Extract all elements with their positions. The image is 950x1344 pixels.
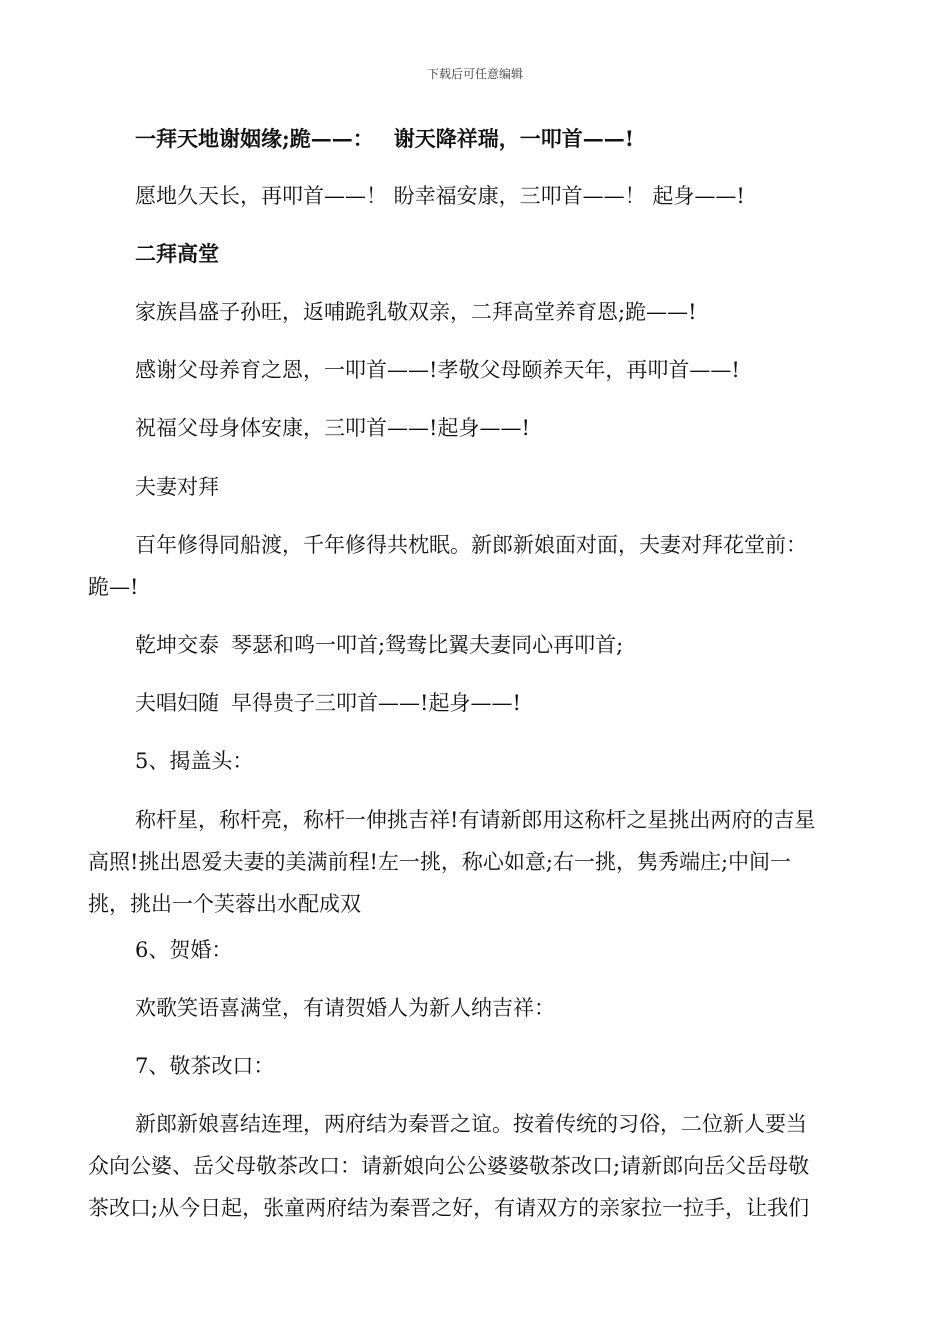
paragraph-blessing — [88, 175, 863, 217]
paragraph-congrats — [88, 987, 863, 1029]
paragraph-couple-line2-text: 跪—! — [88, 575, 139, 599]
paragraph-tea-line3-text: 茶改口;从今日起，张童两府结为秦晋之好，有请双方的亲家拉一拉手，让我们 — [88, 1196, 810, 1220]
section-5-heading — [88, 740, 863, 782]
paragraph-couple-line2 — [88, 566, 863, 608]
paragraph-couple-line1-text: 百年修得同船渡，千年修得共枕眠。新郎新娘面对面，夫妻对拜花堂前： — [135, 533, 807, 557]
paragraph-family — [88, 291, 863, 333]
paragraph-tea-line3 — [88, 1187, 863, 1229]
paragraph-veil-line3 — [88, 883, 863, 925]
paragraph-tea-line1 — [88, 1103, 863, 1145]
paragraph-bless-parents — [88, 407, 863, 449]
paragraph-veil-line3-text: 挑，挑出一个芙蓉出水配成双 — [88, 892, 361, 916]
heading-fuqi-text: 夫妻对拜 — [135, 475, 219, 499]
paragraph-couple-line1 — [88, 524, 863, 566]
paragraph-veil-line1 — [88, 799, 863, 841]
paragraph-congrats-text: 欢歌笑语喜满堂，有请贺婚人为新人纳吉祥： — [135, 996, 555, 1020]
paragraph-tea-line2 — [88, 1145, 863, 1187]
paragraph-qiankun-part2: 琴瑟和鸣一叩首;鸳鸯比翼夫妻同心再叩首; — [231, 633, 624, 657]
heading-fuqi — [88, 466, 863, 508]
page-header: 下载后可任意编辑 — [426, 67, 523, 81]
paragraph-tea-line2-text: 众向公婆、岳父母敬茶改口：请新娘向公公婆婆敬茶改口;请新郎向岳父岳母敬 — [88, 1154, 810, 1178]
paragraph-bless-parents-text: 祝福父母身体安康，三叩首——!起身——! — [135, 416, 530, 440]
heading-gaotang-text: 二拜高堂 — [135, 241, 219, 266]
paragraph-veil-line2 — [88, 841, 863, 883]
paragraph-tiandi-part2: 谢天降祥瑞，一叩首——! — [393, 126, 634, 151]
section-7-heading — [88, 1045, 863, 1087]
section-5-heading-text: 5、揭盖头： — [135, 749, 254, 773]
section-6-heading-text: 6、贺婚： — [135, 938, 233, 962]
paragraph-thank-parents — [88, 349, 863, 391]
paragraph-veil-line1-text: 称杆星，称杆亮，称杆一伸挑吉祥!有请新郎用这称杆之星挑出两府的吉星 — [135, 808, 816, 832]
paragraph-tiandi — [88, 118, 863, 160]
paragraph-family-text: 家族昌盛子孙旺，返哺跪乳敬双亲，二拜高堂养育恩;跪——! — [135, 300, 697, 324]
paragraph-veil-line2-text: 高照!挑出恩爱夫妻的美满前程!左一挑，称心如意;右一挑，隽秀端庄;中间一 — [88, 850, 792, 874]
paragraph-fuchang-part2: 早得贵子三叩首——!起身——! — [231, 691, 521, 715]
paragraph-fuchang-part1: 夫唱妇随 — [135, 691, 219, 715]
paragraph-blessing-text: 愿地久天长，再叩首——！ 盼幸福安康，三叩首——！ 起身——! — [135, 184, 745, 208]
paragraph-thank-parents-text: 感谢父母养育之恩，一叩首——!孝敬父母颐养天年，再叩首——! — [135, 358, 740, 382]
section-7-heading-text: 7、敬茶改口： — [135, 1054, 275, 1078]
heading-gaotang — [88, 233, 863, 275]
paragraph-tea-line1-text: 新郎新娘喜结连理，两府结为秦晋之谊。按着传统的习俗，二位新人要当 — [135, 1112, 807, 1136]
paragraph-qiankun — [88, 624, 863, 666]
paragraph-qiankun-part1: 乾坤交泰 — [135, 633, 219, 657]
paragraph-tiandi-part1: 一拜天地谢姻缘;跪——： — [135, 126, 374, 151]
section-6-heading — [88, 929, 863, 971]
paragraph-fuchang — [88, 682, 863, 724]
